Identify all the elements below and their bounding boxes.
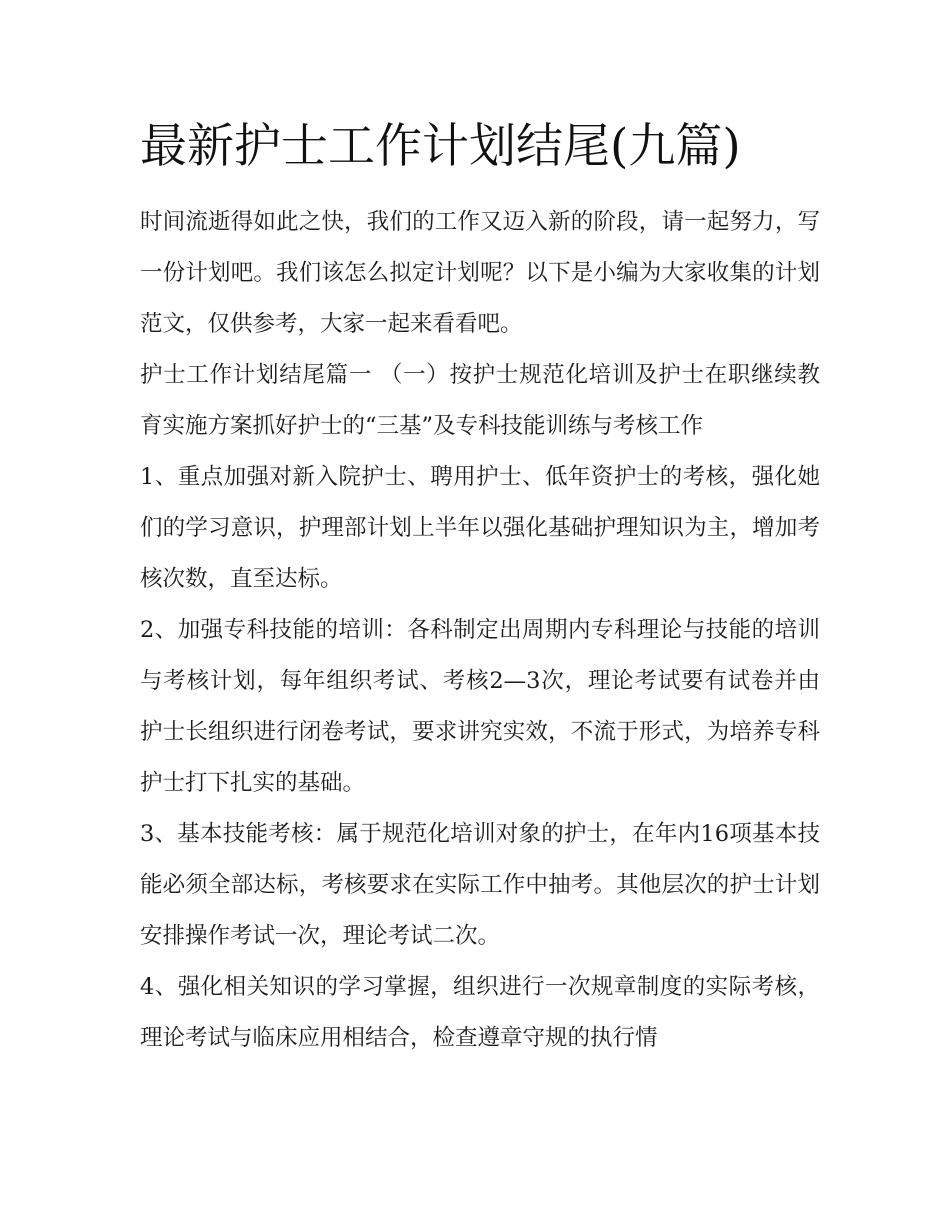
paragraph-item-2: 2、加强专科技能的培训：各科制定出周期内专科理论与技能的培训与考核计划，每年组织考试、考核2—3次，理论考试要有试卷并由护士长组织进行闭卷考试，要求讲究实效，不流于形式，为培养专科护士打下扎实的基础。 <box>140 617 820 796</box>
paragraph-item-3: 3、基本技能考核：属于规范化培训对象的护士，在年内16项基本技能必须全部达标，考核要求在实际工作中抽考。其他层次的护士计划安排操作考试一次，理论考试二次。 <box>140 821 820 949</box>
document-title: 最新护士工作计划结尾(九篇) <box>140 119 741 174</box>
paragraph-section-heading: 护士工作计划结尾篇一 （一）按护士规范化培训及护士在职继续教育实施方案抓好护士的“三基”及专科技能训练与考核工作 <box>140 362 820 439</box>
paragraph-intro: 时间流逝得如此之快，我们的工作又迈入新的阶段，请一起努力，写一份计划吧。我们该怎么拟定计划呢？以下是小编为大家收集的计划范文，仅供参考，大家一起来看看吧。 <box>140 209 820 337</box>
paragraph-item-4: 4、强化相关知识的学习掌握，组织进行一次规章制度的实际考核，理论考试与临床应用相结合，检查遵章守规的执行情 <box>140 974 820 1051</box>
document-body <box>140 197 820 1064</box>
paragraph-item-1: 1、重点加强对新入院护士、聘用护士、低年资护士的考核，强化她们的学习意识，护理部计划上半年以强化基础护理知识为主，增加考核次数，直至达标。 <box>140 464 820 592</box>
